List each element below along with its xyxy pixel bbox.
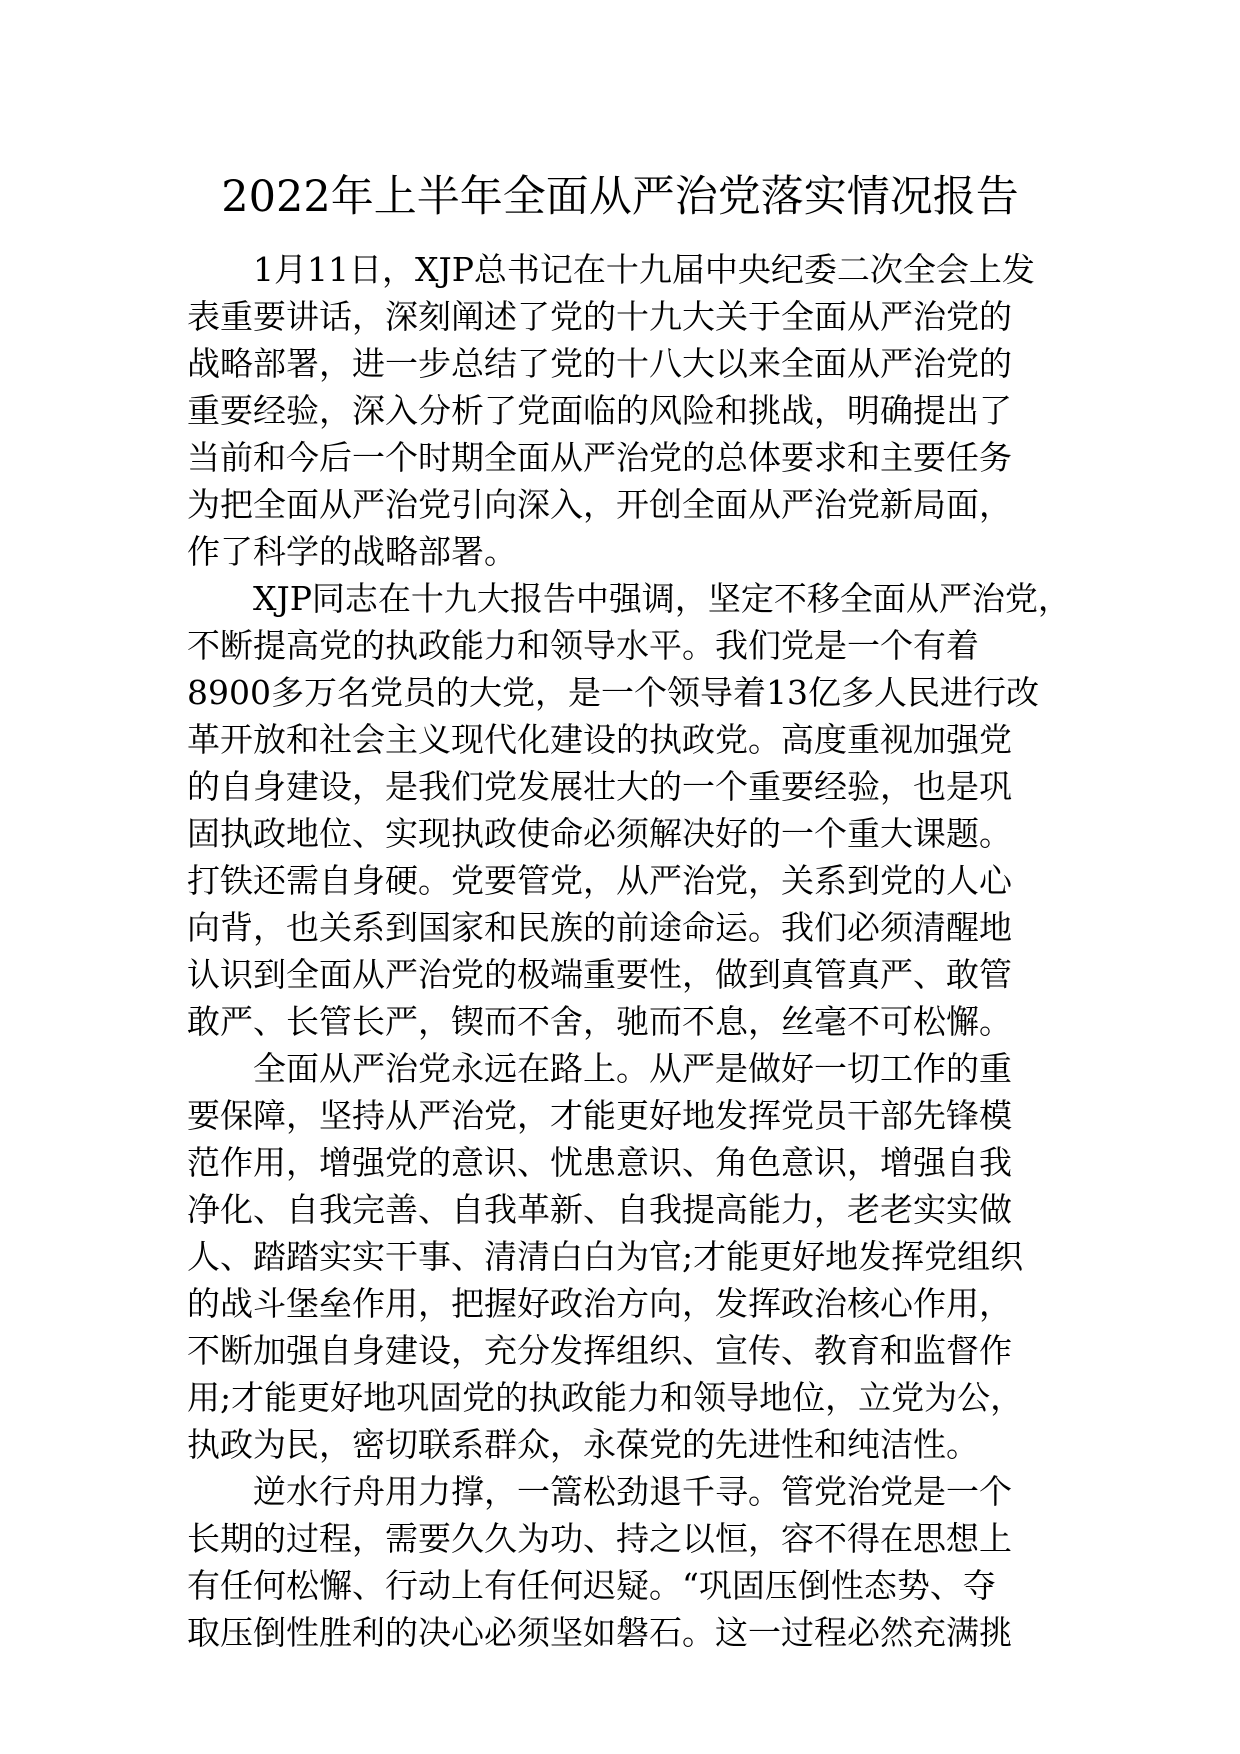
paragraph-line: 表重要讲话，深刻阐述了党的十九大关于全面从严治党的 [187,297,1012,336]
paragraph [187,575,1087,1045]
paragraph-line: 的自身建设，是我们党发展壮大的一个重要经验，也是巩 [187,767,1012,806]
paragraph-line: 8900多万名党员的大党，是一个领导着13亿多人民进行改 [187,673,1039,712]
paragraph-line: 长期的过程，需要久久为功、持之以恒，容不得在思想上 [187,1519,1012,1558]
paragraph-line: 不断提高党的执政能力和领导水平。我们党是一个有着 [187,626,979,665]
paragraph-line: 人、踏踏实实干事、清清白白为官;才能更好地发挥党组织 [187,1237,1024,1276]
paragraph-line: 为把全面从严治党引向深入，开创全面从严治党新局面， [187,485,1012,524]
paragraph-first-line: XJP同志在十九大报告中强调，坚定不移全面从严治党， [253,579,1071,618]
paragraph-line: 认识到全面从严治党的极端重要性，做到真管真严、敢管 [187,955,1012,994]
paragraph-line: 打铁还需自身硬。党要管党，从严治党，关系到党的人心 [187,861,1012,900]
paragraph [187,1468,1087,1656]
paragraph-line: 不断加强自身建设，充分发挥组织、宣传、教育和监督作 [187,1331,1012,1370]
paragraph-first-line: 1月11日，XJP总书记在十九届中央纪委二次全会上发 [253,250,1035,289]
paragraph-line: 取压倒性胜利的决心必须坚如磐石。这一过程必然充满挑 [187,1613,1012,1652]
paragraph-line: 范作用，增强党的意识、忧患意识、角色意识，增强自我 [187,1143,1012,1182]
paragraph-line: 战略部署，进一步总结了党的十八大以来全面从严治党的 [187,344,1012,383]
paragraph-line: 执政为民，密切联系群众，永葆党的先进性和纯洁性。 [187,1425,979,1464]
paragraph-line: 作了科学的战略部署。 [187,532,517,571]
paragraph-line: 净化、自我完善、自我革新、自我提高能力，老老实实做 [187,1190,1012,1229]
paragraph-line: 用;才能更好地巩固党的执政能力和领导地位，立党为公， [187,1378,1024,1417]
paragraph-line: 的战斗堡垒作用，把握好政治方向，发挥政治核心作用， [187,1284,1012,1323]
paragraph-line: 革开放和社会主义现代化建设的执政党。高度重视加强党 [187,720,1012,759]
document-title: 2022年上半年全面从严治党落实情况报告 [221,172,1019,222]
paragraph-line: 敢严、长管长严，锲而不舍，驰而不息，丝毫不可松懈。 [187,1002,1012,1041]
paragraph-line: 要保障，坚持从严治党，才能更好地发挥党员干部先锋模 [187,1096,1012,1135]
paragraph-line: 向背，也关系到国家和民族的前途命运。我们必须清醒地 [187,908,1012,947]
paragraph-line: 重要经验，深入分析了党面临的风险和挑战，明确提出了 [187,391,1012,430]
paragraph [187,246,1087,575]
paragraph-first-line: 逆水行舟用力撑，一篙松劲退千寻。管党治党是一个 [253,1472,1012,1511]
paragraph-line: 固执政地位、实现执政使命必须解决好的一个重大课题。 [187,814,1012,853]
paragraph [187,1045,1087,1468]
document-body [187,246,1087,1656]
paragraph-line: 有任何松懈、行动上有任何迟疑。“巩固压倒性态势、夺 [187,1566,996,1605]
paragraph-first-line: 全面从严治党永远在路上。从严是做好一切工作的重 [253,1049,1012,1088]
paragraph-line: 当前和今后一个时期全面从严治党的总体要求和主要任务 [187,438,1012,477]
